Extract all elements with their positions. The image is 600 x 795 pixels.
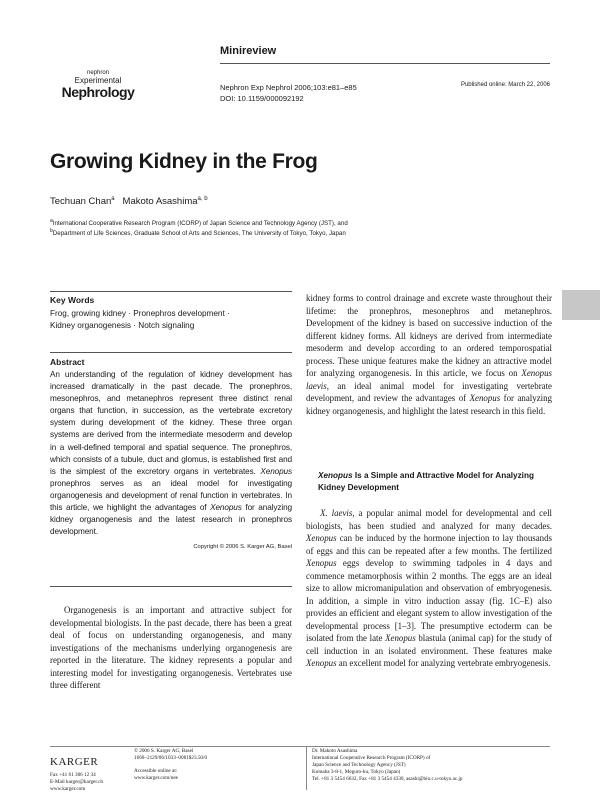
doi-label: DOI: <box>220 94 236 103</box>
footer-copyright: © 2006 S. Karger AG, Basel <box>134 748 194 754</box>
abstract-rule <box>50 352 292 353</box>
article-title: Growing Kidney in the Frog <box>50 150 318 173</box>
page-edge-tab <box>562 290 600 320</box>
logo-main: Nephrology <box>61 84 135 100</box>
doi-link[interactable]: 10.1159/000092192 <box>237 94 304 103</box>
author-2: Makoto Asashima <box>122 196 198 208</box>
correspondence-block <box>312 748 462 783</box>
affil-a-sup: a <box>50 218 53 224</box>
footer-access-link[interactable]: www.karger.com/nee <box>134 775 178 781</box>
footer-divider <box>306 746 307 790</box>
corr-org-1: International Cooperative Research Program (ICORP) of <box>312 755 431 761</box>
footer-rule <box>50 746 550 747</box>
corr-contact: Tel. +81 3 5454 6632, Fax +81 3 5454 4330, asashi@bio.c.u-tokyo.ac.jp <box>312 776 463 782</box>
author-1: Techuan Chan <box>50 196 112 208</box>
affil-b-sup: b <box>50 228 53 234</box>
author-2-sup: a, b <box>197 196 208 202</box>
abstract-copyright: Copyright © 2006 S. Karger AG, Basel <box>193 544 292 551</box>
journal-logo <box>48 70 148 100</box>
abstract-italic-2: Xenopus <box>210 503 242 513</box>
logo-mid: Experimental <box>74 76 122 85</box>
corr-org-2: Japan Science and Technology Agency (JST) <box>312 762 406 768</box>
intro-paragraph-continued: kidney forms to control drainage and excrete waste throughout their lifetime: the pronephros, mesonephros and metanephros. Development of the kidney is based on successive induction of the different kidney forms. All kidneys are derived from intermediate mesoderm and develop according to an ordered temporospatial process. These unique features make the kidney an attractive model for analyzing organogenesis. In this article, we focus on Xenopus laevis, an ideal animal model for investigating vertebrate development, and review the advantages of Xenopus for analyzing kidney organogenesis, and highlight the latest research in this field. <box>306 293 552 416</box>
section-heading: Xenopus Is a Simple and Attractive Model for Analyzing Kidney Development <box>318 471 534 492</box>
keywords-line-2: Kidney organogenesis · Notch signaling <box>50 321 195 330</box>
abstract-heading: Abstract <box>50 357 85 367</box>
logo-top: nephron <box>86 70 110 76</box>
published-date: Published online: March 22, 2006 <box>460 82 550 88</box>
publisher-contact <box>50 772 103 793</box>
header-rule <box>220 63 550 64</box>
intro-italic-1: Xenopus laevis <box>306 368 552 391</box>
section-label: Minireview <box>220 45 277 57</box>
section-paragraph: X. laevis, a popular animal model for developmental and cell biologists, has been studied and analyzed for many decades. Xenopus can be induced by the hormone injection to lay thousands of eggs and this can be repeated after a few months. The fertilized Xenopus eggs develop to swimming tadpoles in 4 days and commence metamorphosis within 2 months. The eggs are an ideal size to allow micromanipulation and observation of embryogenesis. In addition, a simple in vitro induction assay (fig. 1C–E) also provides an efficient and elegant system to allow investigation of the developmental process [1–3]. The presumptive ectoderm can be isolated from the late Xenopus blastula (animal cap) for the study of cell induction in an isolated environment. These features make Xenopus an excellent model for analyzing vertebrate embryogenesis. <box>306 508 553 668</box>
authors <box>50 196 208 207</box>
corr-name: Dr. Makoto Asashima <box>312 748 358 754</box>
publisher-fax: Fax +41 61 306 12 34 <box>50 772 96 778</box>
abstract-block <box>50 357 292 550</box>
intro-paragraph: Organogenesis is an important and attractive subject for developmental biologists. In the past decade, there has been a great deal of focus on understanding organogenesis, and many investigations of the mechanisms underlying organogenesis are reported in the literature. The kidney represents a popular and interesting model for investigating organogenesis. Vertebrates use three different <box>50 605 292 690</box>
affil-a-text: International Cooperative Research Program (ICORP) of Japan Science and Technology Agency (JST), and <box>52 220 348 228</box>
author-1-sup: a <box>111 196 115 202</box>
keywords-line-1: Frog, growing kidney · Pronephros development · <box>50 309 230 318</box>
copyright-block <box>134 748 207 782</box>
footer-issn: 1660–2129/06/1033–0081$23.50/0 <box>134 755 208 761</box>
keywords-block <box>50 295 292 332</box>
publisher-logo: KARGER <box>50 756 99 768</box>
abstract-text: An understanding of the regulation of kidney development has increased dramatically in the past decade. The pronephros, mesonephros, and metanephros represent three distinct renal organs that function, in succession, as the vertebrate excretory system during development of the kidney. These three organ systems are derived from the intermediate mesoderm and develop in a well-defined temporal and spatial sequence. The pronephros, which consists of a tubule, duct and glomus, is established first and is the simplest of the excretory organs in vertebrates. Xenopus pronephros serves as an ideal model for investigating organogenesis and development of renal function in vertebrates. In this article, we highlight the advantages of Xenopus for analyzing kidney organogenesis and the latest research in pronephros development. <box>50 370 292 537</box>
keywords-text <box>50 308 292 332</box>
abstract-italic-1: Xenopus <box>260 466 292 476</box>
publisher-email: E-Mail karger@karger.ch <box>50 779 103 785</box>
corr-address: Komaba 3-8-1, Meguro-ku, Tokyo (Japan) <box>312 769 401 775</box>
doi-line <box>220 93 357 104</box>
affil-b-text: Department of Life Sciences, Graduate School of Arts and Sciences, The University of Tokyo, Tokyo, Japan <box>52 230 346 238</box>
footer-access-label: Accessible online at: <box>134 768 178 774</box>
affiliation-b <box>50 226 570 239</box>
abstract-end-rule <box>50 586 292 587</box>
citation-block <box>220 82 357 104</box>
keywords-rule <box>50 291 292 292</box>
intro-italic-2: Xenopus <box>469 393 501 403</box>
citation: Nephron Exp Nephrol 2006;103:e81–e85 <box>220 83 357 92</box>
publisher-web: www.karger.com <box>50 786 86 792</box>
keywords-heading: Key Words <box>50 295 95 305</box>
section-heading-italic: Xenopus <box>318 471 353 480</box>
